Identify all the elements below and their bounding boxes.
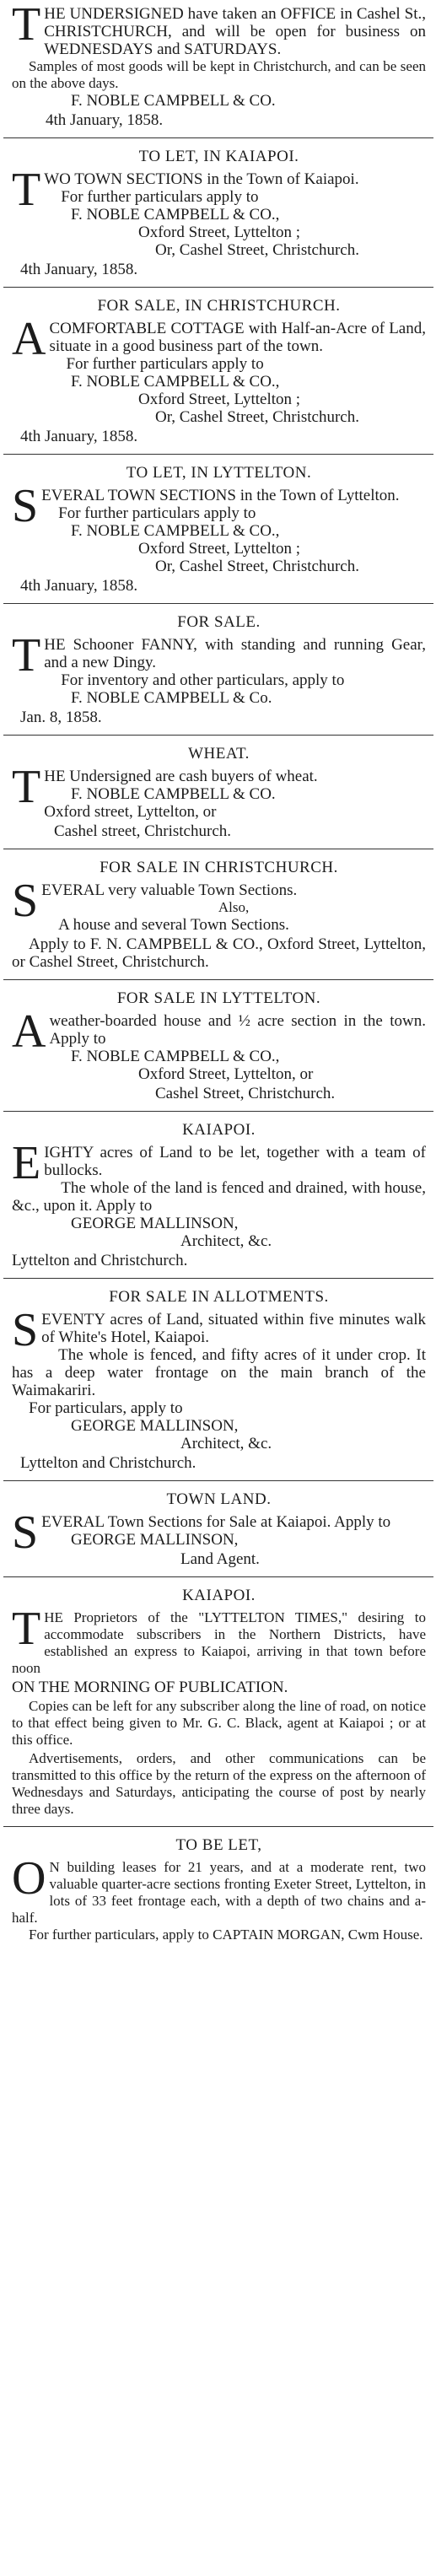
ad-address: Or, Cashel Street, Christchurch. [155,558,359,575]
ad-body: Copies can be left for any subscriber along the line of road, on notice to that effect being given to Mr. G. C. Black, agent at Kaiapoi ; or at this office. [12,1698,426,1748]
ad-body: Also, [218,899,250,915]
ad-body: For further particulars apply to [61,188,259,206]
ad-body: The whole of the land is fenced and drained, with house, &c., upon it. Apply to [12,1179,426,1215]
ad-wheat [12,745,426,840]
ad-body: ON building leases for 21 years, and at a moderate rent, two valuable quarter-acre sections fronting Exeter Street, Lyttelton, in lots of 33 feet frontage each, with a depth of two chains and a-half. [12,1852,426,1926]
ad-heading: TO LET, IN KAIAPOI. [138,148,299,165]
ad-signature: F. NOBLE CAMPBELL & CO. [71,92,276,110]
ad-body: THE Schooner FANNY, with standing and running Gear, and a new Dingy. [12,629,426,682]
ad-address: Or, Cashel Street, Christchurch. [155,408,359,426]
ad-to-let-kaiapoi [12,148,426,278]
ad-title: Land Agent. [180,1550,260,1568]
ad-date: 4th January, 1858. [46,111,164,129]
column-rule [3,735,433,736]
ad-signature: F. NOBLE CAMPBELL & CO., [71,373,280,391]
column-rule [3,287,433,288]
ad-heading: FOR SALE, IN CHRISTCHURCH. [97,297,341,315]
ad-heading: FOR SALE IN CHRISTCHURCH. [100,859,338,876]
ad-body: For further particulars, apply to CAPTAIN MORGAN, Cwm House. [29,1927,423,1943]
ad-signature: GEORGE MALLINSON, [71,1215,239,1232]
ad-to-let-lyttelton [12,464,426,595]
column-rule [3,1111,433,1112]
ad-address: Oxford Street, Lyttelton, or [138,1065,314,1083]
ad-for-sale-lyttelton [12,989,426,1102]
ad-date: 4th January, 1858. [20,428,138,445]
ad-heading: TOWN LAND. [166,1490,272,1508]
column-rule [3,1278,433,1279]
ad-kaiapoi-express [12,1587,426,1818]
ad-address: Oxford Street, Lyttelton ; [138,391,301,408]
ad-heading: FOR SALE IN LYTTELTON. [116,989,321,1007]
ad-date: Jan. 8, 1858. [20,709,102,726]
ad-body: ON THE MORNING OF PUBLICATION. [12,1679,288,1696]
column-rule [3,454,433,455]
ad-kaiapoi-eighty-acres [12,1121,426,1269]
ad-address: Oxford Street, Lyttelton ; [138,540,301,558]
column-rule [3,603,433,604]
ad-for-sale-christchurch-cottage [12,297,426,445]
ad-body: THE Undersigned are cash buyers of wheat. [12,761,318,813]
ad-to-be-let [12,1836,426,1943]
ad-signature: F. NOBLE CAMPBELL & CO. [71,785,276,803]
ad-body: THE Proprietors of the "LYTTELTON TIMES," desiring to accommodate subscribers in the Northern Districts, have established an express to Kaiapoi, arriving in that town before noon [12,1603,426,1676]
ad-signature: F. NOBLE CAMPBELL & CO., [71,1048,280,1065]
column-rule [3,1826,433,1827]
ad-body: Samples of most goods will be kept in Christchurch, and can be seen on the above days. [12,58,426,91]
ad-signature: GEORGE MALLINSON, [71,1417,239,1435]
ad-title: Architect, &c. [180,1435,272,1452]
ad-address: Oxford street, Lyttelton, or [44,803,217,821]
ad-body: ACOMFORTABLE COTTAGE with Half-an-Acre of Land, situate in a good business part of the town. [12,313,426,365]
ad-body: TWO TOWN SECTIONS in the Town of Kaiapoi. [12,164,359,216]
ad-heading: FOR SALE. [177,613,261,631]
ad-body: SEVERAL Town Sections for Sale at Kaiapoi. Apply to [12,1506,391,1559]
ad-body: The whole is fenced, and fifty acres of it under crop. It has a deep water frontage on the main branch of the Waimakariri. [12,1346,426,1399]
ad-address: Or, Cashel Street, Christchurch. [155,241,359,259]
ad-body: For further particulars apply to [58,504,256,522]
ad-heading: KAIAPOI. [182,1121,256,1139]
ad-address: Lyttelton and Christchurch. [12,1252,188,1269]
column-rule [3,137,433,138]
ad-body: Aweather-boarded house and ½ acre section in the town. Apply to [12,1005,426,1058]
ad-town-land [12,1490,426,1568]
ad-for-sale-schooner [12,613,426,726]
ad-body: A house and several Town Sections. [58,916,289,934]
ad-address: Lyttelton and Christchurch. [20,1454,196,1472]
ad-heading: TO BE LET, [175,1836,262,1854]
ad-date: 4th January, 1858. [20,577,138,595]
ad-body: SEVERAL TOWN SECTIONS in the Town of Lyttelton. [12,480,400,532]
ad-signature: GEORGE MALLINSON, [71,1531,239,1549]
column-rule [3,979,433,980]
ad-signature: F. NOBLE CAMPBELL & CO., [71,522,280,540]
ad-heading: FOR SALE IN ALLOTMENTS. [109,1288,329,1306]
ad-for-sale-allotments [12,1288,426,1472]
ad-body: For particulars, apply to [29,1399,183,1417]
ad-body: For further particulars apply to [66,355,264,373]
ad-for-sale-christchurch-sections [12,859,426,971]
ad-heading: WHEAT. [188,745,250,763]
ad-body: THE UNDERSIGNED have taken an OFFICE in Cashel St., CHRISTCHURCH, and will be open for business on WEDNESDAYS and SATURDAYS. [12,0,426,58]
ad-date: 4th January, 1858. [20,261,138,278]
column-rule [3,1576,433,1577]
ad-body: EIGHTY acres of Land to be let, together with a team of bullocks. [12,1137,426,1189]
column-rule [3,1480,433,1481]
ad-body: Advertisements, orders, and other communications can be transmitted to this office by the return of the express on the afternoon of Wednesdays and Saturdays, anticipating the course of post by nearly three days. [12,1750,426,1817]
ad-body: For inventory and other particulars, apply to [61,671,345,689]
ad-address: Cashel Street, Christchurch. [155,1085,336,1102]
ad-body: SEVERAL very valuable Town Sections. [12,875,298,927]
ad-signature: F. NOBLE CAMPBELL & CO., [71,206,280,224]
ad-title: Architect, &c. [180,1232,272,1250]
ad-address: Cashel street, Christchurch. [54,822,232,840]
ad-signature: F. NOBLE CAMPBELL & Co. [71,689,272,707]
ad-address: Oxford Street, Lyttelton ; [138,224,301,241]
ad-body: Apply to F. N. CAMPBELL & CO., Oxford Street, Lyttelton, or Cashel Street, Christchurch. [12,935,426,971]
ad-body: SEVENTY acres of Land, situated within five minutes walk of White's Hotel, Kaiapoi. [12,1304,426,1356]
ad-office-christchurch [12,0,426,129]
ad-heading: KAIAPOI. [182,1587,256,1604]
ad-heading: TO LET, IN LYTTELTON. [126,464,312,482]
